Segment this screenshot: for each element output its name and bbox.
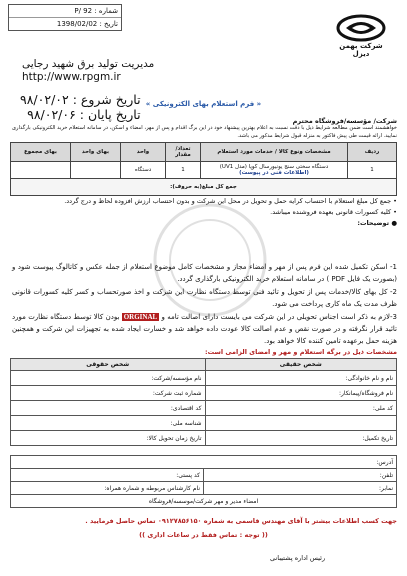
sum-row <box>11 179 397 196</box>
table-row <box>11 386 397 401</box>
addressee: شرکت/ مؤسسه/فروشگاه محترم <box>292 117 397 125</box>
numbered-notes <box>12 261 397 348</box>
table-row <box>11 482 397 495</box>
table-row <box>11 469 397 482</box>
intro-text: خواهشمند است ضمن مطالعه شرایط ذیل با دقت نسبت به اعلام بهترین پیشنهاد خود در این برگ اقدام و پس از مهر، امضاء و اسکن، در سامانه استعلام خرید الکترونیکی بارگذاری نمایید. ارائه قیمت طی پیش فاکتور به منزله قبول شرایط مذکور می باشد. <box>12 125 397 139</box>
table-row <box>11 371 397 386</box>
company-logo <box>331 14 391 58</box>
col-total: بهای مجموع <box>11 143 71 162</box>
signature-table <box>10 455 397 508</box>
items-table <box>10 142 397 196</box>
start-date: تاریخ شروع : ۹۸/۰۲/۰۲ <box>20 92 141 107</box>
field-postal[interactable]: کد پستی: <box>11 469 204 482</box>
field-registration[interactable]: شماره ثبت شرکت: <box>11 386 206 401</box>
col-row: ردیف <box>348 143 397 162</box>
notes-block <box>12 196 397 229</box>
field-empty <box>205 416 397 431</box>
col-unit: واحد <box>121 143 166 162</box>
end-date: تاریخ پایان : ۹۸/۰۲/۰۶ <box>27 107 141 122</box>
numbered-note-3-start: 3-لازم به ذکر است اجناس تحویلی در این شرکت می بایست دارای اصالت تامه و <box>161 312 397 321</box>
field-shop-name[interactable]: نام فروشگاه/پیمانکار: <box>205 386 397 401</box>
contact-table <box>10 358 397 446</box>
field-delivery-date[interactable]: تاریخ زمان تحویل کالا: <box>11 431 206 446</box>
notes-heading: ● توضیحات: <box>357 219 397 227</box>
cell-unit: دستگاه <box>121 162 166 179</box>
footer-signature: رئیس اداره پشتیبانی <box>270 554 326 562</box>
table-row <box>11 456 397 469</box>
field-phone[interactable]: تلفن: <box>204 469 397 482</box>
contact-header-row <box>11 359 397 371</box>
document-meta-box <box>8 4 122 31</box>
cell-row: 1 <box>348 162 397 179</box>
table-row <box>11 162 397 179</box>
cell-desc <box>201 162 348 179</box>
col-desc: مشخصات ونوع کالا / خدمات مورد استعلام <box>201 143 348 162</box>
numbered-note-3-end: بودن کالا توسط دستگاه نظارت مورد تائید قرار نگرفته و در صورت نقص و عدم اصالت کالا عودت داده خواهد شد و خسارت ایجاد شده به تجهیزات این شرکت و همچنین هزینه حمل برعهده تامین کننده کالا خواهد بود. <box>12 312 397 346</box>
original-badge: ORGINAL <box>123 312 158 321</box>
item-tech-info: (اطلاعات فنی در پیوست) <box>239 170 309 176</box>
table-row <box>11 431 397 446</box>
bahman-logo-icon <box>336 14 386 42</box>
contact-section-title: مشخصات ذیل در برگه استعلام و مهر و امضای الزامی است: <box>205 348 397 356</box>
note-item: • کلیه کسورات قانونی بعهده فروشنده میباشد. <box>270 208 397 216</box>
field-national-id[interactable]: شناسه ملی: <box>11 416 206 431</box>
logo-text: شرکت بهمن دیزل <box>339 42 383 58</box>
numbered-note-1: 1- اسکن تکمیل شده این فرم پس از مهر و امضاء مجاز و مشخصات کامل موضوع استعلام از جمله عکس و کاتالوگ پیوست شود و (بصورت یک فایل PDF ) در سامانه استعلام خرید الکترونیکی بارگذاری گردد. <box>12 263 397 284</box>
numbered-note-2: 2- کل بهای کالا/خدمات پس از تحویل و تائید فنی توسط دستگاه نظارت این شرکت و اخذ صورتحساب و کسر کلیه کسورات قانونی ظرف مدت یک ماه کاری پرداخت می شود. <box>12 287 397 309</box>
numbered-note-3 <box>12 311 397 348</box>
field-address[interactable]: آدرس: <box>11 456 397 469</box>
items-header-row <box>11 143 397 162</box>
item-description: دستگاه سختی سنج یونیورسال کوپا (مدل UV1) <box>219 164 329 170</box>
document-date: تاریخ : 1398/02/02 <box>56 20 118 28</box>
field-signer[interactable]: نام کارشناس مربوطه و شماره همراه: <box>11 482 204 495</box>
field-fullname[interactable]: نام و نام خانوادگی: <box>205 371 397 386</box>
cell-qty: 1 <box>166 162 201 179</box>
field-economic-code[interactable]: کد اقتصادی: <box>11 401 206 416</box>
footer-note: (( توجه : تماس فقط در ساعات اداری )) <box>139 531 268 539</box>
col-real-person: شخص حقیقی <box>205 359 397 371</box>
sender-name: مدیریت تولید برق شهید رجایی <box>22 58 155 70</box>
field-stamp[interactable]: امضاء مدیر و مهر شرکت/موسسه/فروشگاه <box>11 495 397 508</box>
sender-url[interactable]: http://www.rpgm.ir <box>22 71 121 83</box>
note-item: • جمع کل مبلغ استعلام با احتساب کرایه حمل و تحویل در محل این شرکت و بدون احتساب ارزش افزوده لحاظ و درج گردد. <box>64 197 397 205</box>
table-row <box>11 495 397 508</box>
table-row <box>11 401 397 416</box>
col-qty: تعداد/ مقدار <box>166 143 201 162</box>
col-unit-price: بهای واحد <box>71 143 121 162</box>
sum-label: جمع کل مبلغ(به حروف): <box>11 179 397 196</box>
footer-contact: جهت کسب اطلاعات بیشتر با آقای مهندس قاسمی به شماره ۰۹۱۲۷۸۵۶۱۵۰ تماس حاصل فرمایید . <box>85 517 397 525</box>
sender-block <box>22 58 154 84</box>
document-number: شماره : P/ 92 <box>9 5 121 18</box>
cell-total[interactable] <box>11 162 71 179</box>
field-national-code[interactable]: کد ملی: <box>205 401 397 416</box>
cell-unit-price[interactable] <box>71 162 121 179</box>
field-fax[interactable]: نمابر: <box>204 482 397 495</box>
field-company-name[interactable]: نام مؤسسه/شرکت: <box>11 371 206 386</box>
table-row <box>11 416 397 431</box>
form-title: « فرم استعلام بهای الکترونیکی » <box>145 100 262 108</box>
field-completion-date[interactable]: تاریخ تکمیل: <box>205 431 397 446</box>
col-legal-person: شخص حقوقی <box>11 359 206 371</box>
